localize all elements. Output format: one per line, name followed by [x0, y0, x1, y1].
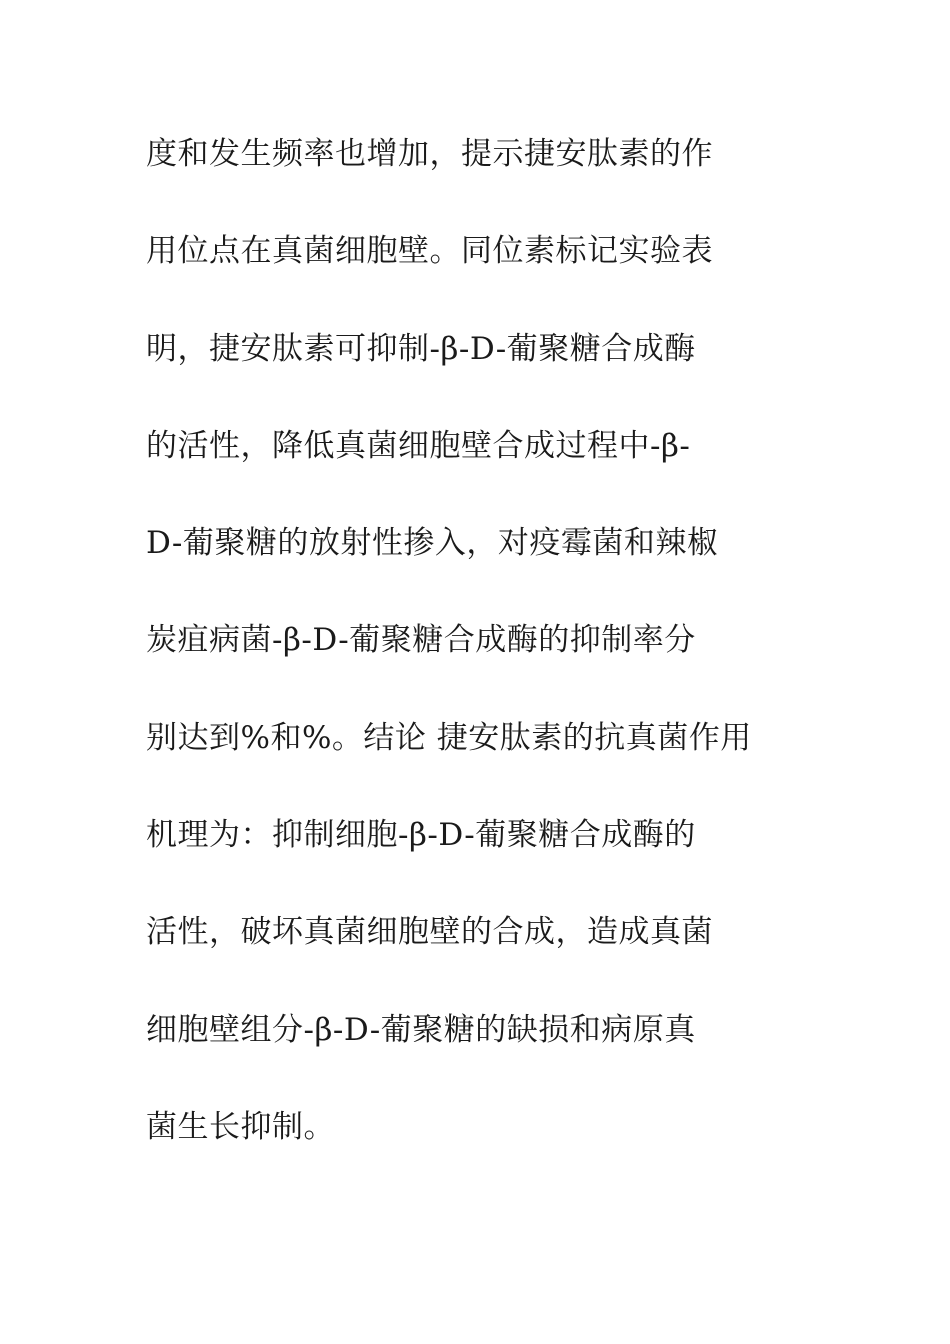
text-line-10: 细胞壁组分-β-D-葡聚糖的缺损和病原真	[146, 1011, 696, 1048]
text-line-5: D-葡聚糖的放射性掺入，对疫霉菌和辣椒	[146, 525, 719, 562]
text-line-1: 度和发生频率也增加，提示捷安肽素的作	[146, 136, 713, 172]
text-line-8: 机理为：抑制细胞-β-D-葡聚糖合成酶的	[146, 817, 696, 854]
text-line-11: 菌生长抑制。	[146, 1108, 335, 1145]
body-text	[146, 126, 826, 1196]
text-line-6: 炭疽病菌-β-D-葡聚糖合成酶的抑制率分	[146, 622, 696, 659]
text-line-4: 的活性，降低真菌细胞壁合成过程中-β-	[146, 427, 691, 464]
text-line-9: 活性，破坏真菌细胞壁的合成，造成真菌	[146, 914, 713, 951]
text-line-2: 用位点在真菌细胞壁。同位素标记实验表	[146, 233, 713, 270]
text-line-3: 明，捷安肽素可抑制-β-D-葡聚糖合成酶	[146, 330, 696, 367]
text-line-7: 别达到%和%。结论 捷安肽素的抗真菌作用	[146, 719, 752, 756]
